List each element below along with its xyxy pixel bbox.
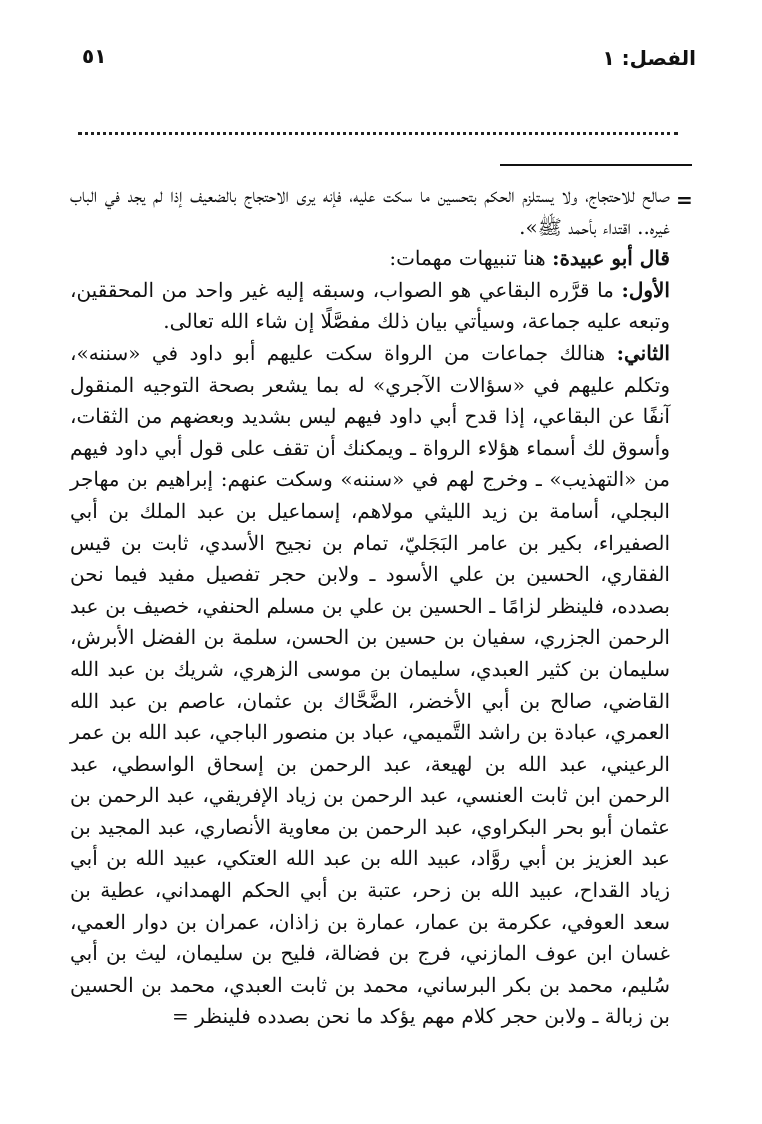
second-note-paragraph [70,338,670,1033]
chapter-title: الفصل: ١ [602,46,696,70]
continuation-marker: = [676,188,693,212]
abu-ubaida-paragraph [70,243,670,275]
second-note-lead: الثاني: [616,340,670,365]
footnote-rule [500,164,692,166]
page-number: ٥١ [82,44,107,68]
page-header [70,40,700,80]
first-note-lead: الأول: [621,277,670,302]
abu-ubaida-text: هنا تنبيهات مهمات: [389,246,546,271]
second-note-text: هنالك جماعات من الرواة سكت عليهم أبو داود في «سننه»، وتكلم عليهم في «سؤالات الآجري» له بما يشعر بصحة التوجيه المنقول آنفًا عن البقاعي، إذا قدح أبي داود فيهم ليس بشديد وبعضهم من الثقات، وأسوق لك أسماء هؤلاء الرواة ـ ويمكنك أن تقف على قول أبي داود فيهم من «التهذيب» ـ وخرج لهم في «سننه» وسكت عنهم: إبراهيم بن مهاجر البجلي، أسامة بن زيد الليثي مولاهم، إسماعيل بن عبد الملك بن أبي الصفيراء، بكير بن عامر البَجَليّ، تمام بن نجيح الأسدي، ثابت بن قيس الفقاري، الحسين بن علي الأسود ـ ولابن حجر تفصيل مفيد فيما نحن بصدده، فلينظر لزامًا ـ الحسين بن علي بن مسلم الحنفي، خصيف بن عبد الرحمن الجزري، سفيان بن حسين بن الحسن، سلمة بن الفضل الأبرش، سليمان بن كثير العبدي، سليمان بن موسى الزهري، شريك بن عبد الله القاضي، صالح بن أبي الأخضر، الضَّحَّاك بن عثمان، عاصم بن عبد الله العمري، عبادة بن راشد التَّميمي، عباد بن منصور الباجي، عبد الله بن عمر الرعيني، عبد الله بن لهيعة، عبد الرحمن بن إسحاق الواسطي، عبد الرحمن ابن ثابت العنسي، عبد الرحمن بن زياد الإفريقي، عبد الرحمن بن عثمان أبو بحر البكراوي، عبد الرحمن بن معاوية الأنصاري، عبد المجيد بن عبد العزيز بن أبي روَّاد، عبيد الله بن عبد الله العتكي، عبيد الله بن أبي زياد القداح، عبيد الله بن زحر، عتبة بن أبي الحكم الهمداني، عطية بن سعد العوفي، عكرمة بن عمار، عمارة بن زاذان، عمران بن دوار العمي، غسان ابن عوف المازني، فرج بن فضالة، فليح بن سليمان، ليث بن أبي سُليم، محمد بن بكر البرساني، محمد بن ثابت العبدي، محمد بن الحسين بن زبالة ـ ولابن حجر كلام مهم يؤكد ما نحن بصدده فلينظر = [70,340,670,1029]
first-note-paragraph [70,275,670,338]
dotted-separator [78,132,678,135]
main-text [70,180,670,1033]
continuation-paragraph: صالح للاحتجاج، ولا يستلزم الحكم بتحسين ما سكت عليه، فإنه يرى الاحتجاج بالضعيف إذا لم يجد في الباب غيره.. اقتداء بأحمد ﷺ». [70,183,670,239]
first-note-text: ما قرَّره البقاعي هو الصواب، وسبقه إليه غير واحد من المحققين، وتبعه عليه جماعة، وسيأتي بيان ذلك مفصَّلًا إن شاء الله تعالى. [70,277,670,334]
abu-ubaida-lead: قال أبو عبيدة: [552,246,670,271]
